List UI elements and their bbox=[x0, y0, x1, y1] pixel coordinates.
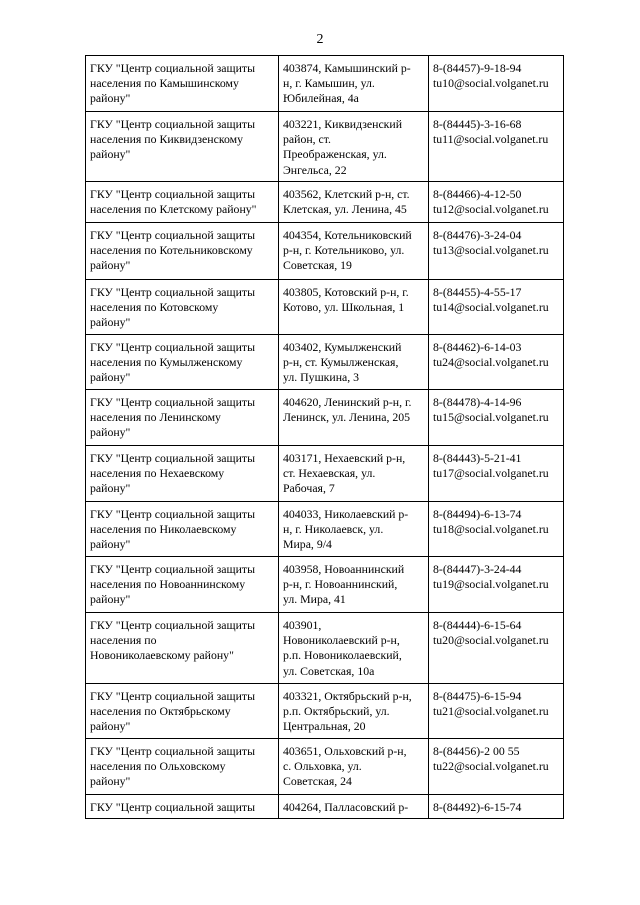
email-text: tu11@social.volganet.ru bbox=[433, 132, 549, 147]
email-text: tu19@social.volganet.ru bbox=[433, 577, 549, 592]
email-text: tu24@social.volganet.ru bbox=[433, 355, 549, 370]
page-number: 2 bbox=[316, 32, 324, 47]
table-row bbox=[86, 684, 564, 739]
contact-cell bbox=[429, 557, 564, 613]
address-cell: 403171, Нехаевский р-н, ст. Нехаевская, ул. Рабочая, 7 bbox=[279, 446, 429, 502]
phone-text: 8-(84455)-4-55-17 bbox=[433, 285, 522, 299]
center-name-cell: ГКУ "Центр социальной защиты населения по Ольховскому району" bbox=[86, 739, 279, 795]
contact-cell bbox=[429, 280, 564, 335]
address-cell: 404620, Ленинский р-н, г. Ленинск, ул. Ленина, 205 bbox=[279, 390, 429, 446]
phone-text: 8-(84476)-3-24-04 bbox=[433, 228, 522, 242]
email-text: tu12@social.volganet.ru bbox=[433, 202, 549, 217]
contact-cell bbox=[429, 335, 564, 390]
table-row bbox=[86, 280, 564, 335]
contact-cell bbox=[429, 684, 564, 739]
contact-cell bbox=[429, 795, 564, 819]
address-cell: 403562, Клетский р-н, ст. Клетская, ул. Ленина, 45 bbox=[279, 182, 429, 223]
table-row bbox=[86, 613, 564, 684]
contact-cell bbox=[429, 502, 564, 557]
email-text: tu14@social.volganet.ru bbox=[433, 300, 549, 315]
table-row bbox=[86, 112, 564, 182]
email-text: tu21@social.volganet.ru bbox=[433, 704, 549, 719]
center-name-cell: ГКУ "Центр социальной защиты населения по Николаевскому району" bbox=[86, 502, 279, 557]
phone-text: 8-(84456)-2 00 55 bbox=[433, 744, 520, 758]
table-row bbox=[86, 502, 564, 557]
contact-cell bbox=[429, 223, 564, 280]
address-cell: 403651, Ольховский р-н, с. Ольховка, ул. Советская, 24 bbox=[279, 739, 429, 795]
center-name-cell: ГКУ "Центр социальной защиты населения по Котельниковскому району" bbox=[86, 223, 279, 280]
phone-text: 8-(84494)-6-13-74 bbox=[433, 507, 522, 521]
phone-text: 8-(84445)-3-16-68 bbox=[433, 117, 522, 131]
address-cell: 404033, Николаевский р- н, г. Николаевск, ул. Мира, 9/4 bbox=[279, 502, 429, 557]
table-row bbox=[86, 182, 564, 223]
email-text: tu18@social.volganet.ru bbox=[433, 522, 549, 537]
social-centers-table bbox=[85, 55, 564, 819]
phone-text: 8-(84443)-5-21-41 bbox=[433, 451, 522, 465]
phone-text: 8-(84457)-9-18-94 bbox=[433, 61, 522, 75]
phone-text: 8-(84462)-6-14-03 bbox=[433, 340, 522, 354]
table-row bbox=[86, 446, 564, 502]
email-text: tu22@social.volganet.ru bbox=[433, 759, 549, 774]
table-row bbox=[86, 390, 564, 446]
email-text: tu15@social.volganet.ru bbox=[433, 410, 549, 425]
address-cell: 403402, Кумылженский р-н, ст. Кумылженская, ул. Пушкина, 3 bbox=[279, 335, 429, 390]
center-name-cell: ГКУ "Центр социальной защиты населения по Камышинскому району" bbox=[86, 56, 279, 112]
address-cell: 403958, Новоаннинский р-н, г. Новоаннинский, ул. Мира, 41 bbox=[279, 557, 429, 613]
contact-cell bbox=[429, 739, 564, 795]
phone-text: 8-(84466)-4-12-50 bbox=[433, 187, 522, 201]
center-name-cell: ГКУ "Центр социальной защиты населения по Ленинскому району" bbox=[86, 390, 279, 446]
contact-cell bbox=[429, 56, 564, 112]
center-name-cell: ГКУ "Центр социальной защиты bbox=[86, 795, 279, 819]
address-cell: 403221, Киквидзенский район, ст. Преображенская, ул. Энгельса, 22 bbox=[279, 112, 429, 182]
center-name-cell: ГКУ "Центр социальной защиты населения по Котовскому району" bbox=[86, 280, 279, 335]
address-cell: 404264, Палласовский р- bbox=[279, 795, 429, 819]
address-cell: 403321, Октябрьский р-н, р.п. Октябрьский, ул. Центральная, 20 bbox=[279, 684, 429, 739]
address-cell: 404354, Котельниковский р-н, г. Котельниково, ул. Советская, 19 bbox=[279, 223, 429, 280]
contact-cell bbox=[429, 390, 564, 446]
email-text: tu20@social.volganet.ru bbox=[433, 633, 549, 648]
address-cell: 403901, Новониколаевский р-н, р.п. Новониколаевский, ул. Советская, 10а bbox=[279, 613, 429, 684]
address-cell: 403805, Котовский р-н, г. Котово, ул. Школьная, 1 bbox=[279, 280, 429, 335]
center-name-cell: ГКУ "Центр социальной защиты населения по Октябрьскому району" bbox=[86, 684, 279, 739]
email-text: tu10@social.volganet.ru bbox=[433, 76, 549, 91]
phone-text: 8-(84475)-6-15-94 bbox=[433, 689, 522, 703]
center-name-cell: ГКУ "Центр социальной защиты населения по Нехаевскому району" bbox=[86, 446, 279, 502]
center-name-cell: ГКУ "Центр социальной защиты населения по Кумылженскому району" bbox=[86, 335, 279, 390]
center-name-cell: ГКУ "Центр социальной защиты населения по Клетскому району" bbox=[86, 182, 279, 223]
center-name-cell: ГКУ "Центр социальной защиты населения по Новоаннинскому району" bbox=[86, 557, 279, 613]
table-row bbox=[86, 795, 564, 819]
contact-cell bbox=[429, 112, 564, 182]
contact-cell bbox=[429, 446, 564, 502]
phone-text: 8-(84447)-3-24-44 bbox=[433, 562, 522, 576]
phone-text: 8-(84492)-6-15-74 bbox=[433, 800, 522, 814]
table-row bbox=[86, 56, 564, 112]
contact-cell bbox=[429, 613, 564, 684]
email-text: tu13@social.volganet.ru bbox=[433, 243, 549, 258]
email-text: tu17@social.volganet.ru bbox=[433, 466, 549, 481]
table-row bbox=[86, 739, 564, 795]
phone-text: 8-(84444)-6-15-64 bbox=[433, 618, 522, 632]
phone-text: 8-(84478)-4-14-96 bbox=[433, 395, 522, 409]
table-row bbox=[86, 223, 564, 280]
contact-cell bbox=[429, 182, 564, 223]
center-name-cell: ГКУ "Центр социальной защиты населения по Киквидзенскому району" bbox=[86, 112, 279, 182]
address-cell: 403874, Камышинский р- н, г. Камышин, ул. Юбилейная, 4а bbox=[279, 56, 429, 112]
table-row bbox=[86, 335, 564, 390]
center-name-cell: ГКУ "Центр социальной защиты населения по Новониколаевскому району" bbox=[86, 613, 279, 684]
table-row bbox=[86, 557, 564, 613]
